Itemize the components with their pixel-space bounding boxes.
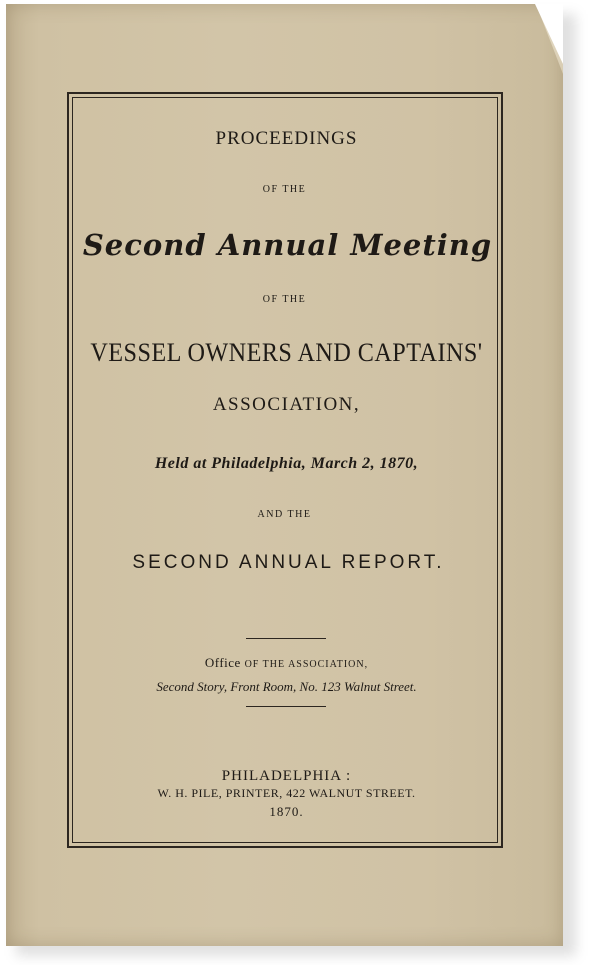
connector-and-the: AND THE xyxy=(257,509,312,520)
dog-ear-corner xyxy=(535,4,563,64)
imprint-printer: W. H. PILE, PRINTER, 422 WALNUT STREET. xyxy=(157,786,416,800)
connector-of-the-1: OF THE xyxy=(262,184,307,195)
imprint-city: PHILADELPHIA : xyxy=(221,768,352,784)
association-line: ASSOCIATION, xyxy=(212,394,361,415)
pamphlet-cover xyxy=(6,4,563,946)
divider-rule-bottom xyxy=(246,706,326,707)
organization-name: VESSEL OWNERS AND CAPTAINS' xyxy=(90,338,483,367)
held-at-line: Held at Philadelphia, March 2, 1870, xyxy=(154,455,419,472)
office-line xyxy=(8,655,563,671)
office-rest: OF THE ASSOCIATION, xyxy=(244,659,369,670)
connector-of-the-2: OF THE xyxy=(262,294,307,305)
divider-rule-top xyxy=(246,638,326,639)
cover-heading: PROCEEDINGS xyxy=(215,128,358,149)
office-lead: Office xyxy=(204,655,241,670)
meeting-title: Second Annual Meeting xyxy=(82,228,493,262)
imprint-year: 1870. xyxy=(269,804,304,819)
office-address: Second Story, Front Room, No. 123 Walnut Street. xyxy=(156,679,417,694)
report-title: SECOND ANNUAL REPORT. xyxy=(132,552,445,573)
